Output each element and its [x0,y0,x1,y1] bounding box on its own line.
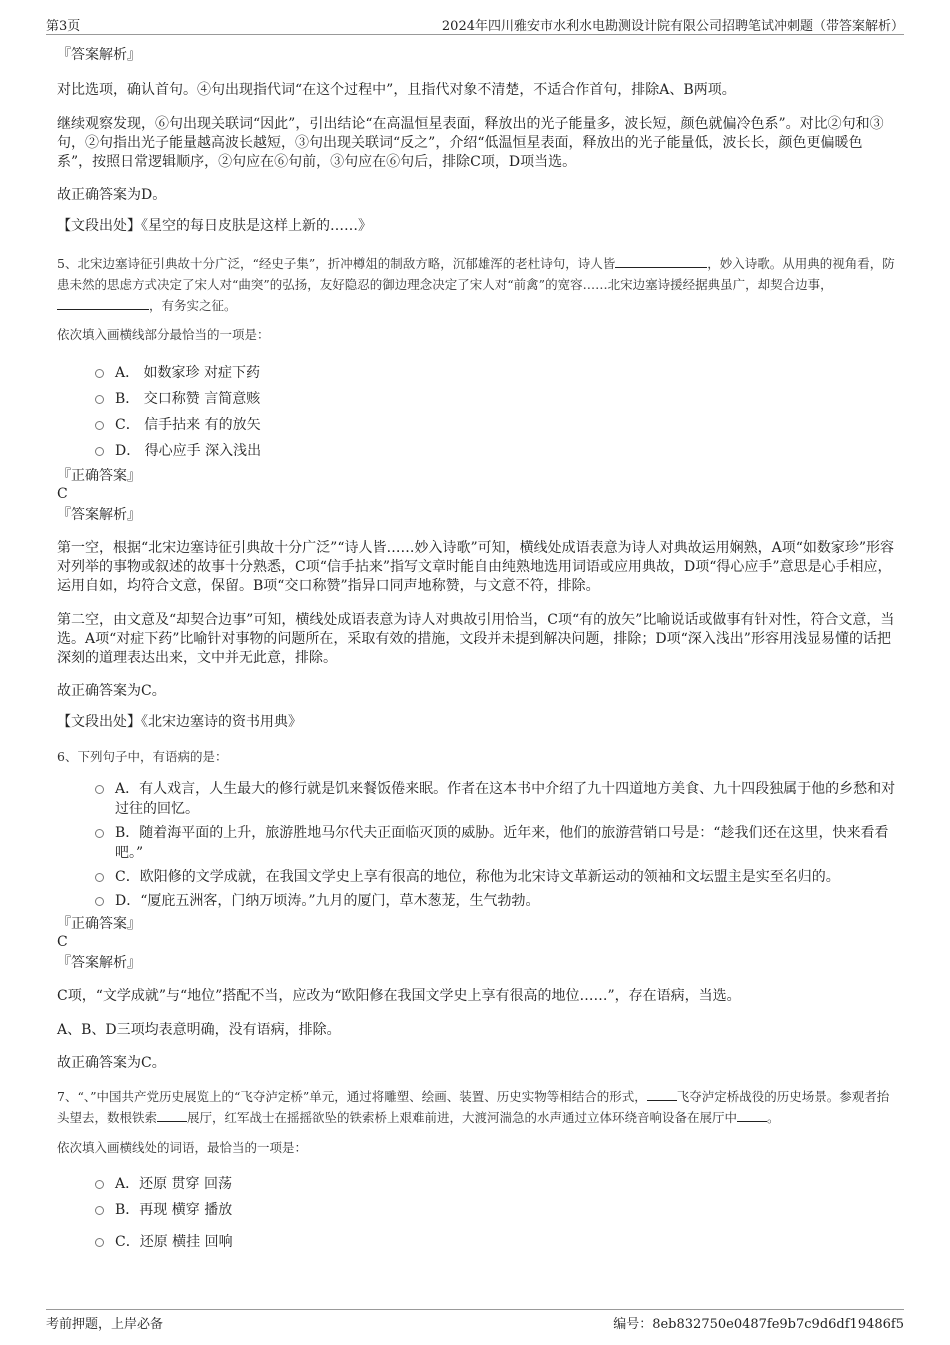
q5-option-b[interactable]: B． 交口称赞 言简意赅 [95,389,897,409]
q7-stem-c: 展厅，红军战士在摇摇欲坠的铁索桥上艰难前进，大渡河湍急的水声通过立体环绕音响设备在展厅中 [187,1110,738,1125]
radio-icon[interactable] [95,829,104,838]
q5-stem-b: ，妙入诗歌。从用典的视角看，防患未然的思虑方式决定了宋人对“曲突”的弘扬，友好隐忍的御边理念决定了宋人对“前禽”的宽容……北宋边塞诗援经据典虽广，却契合边事， [57,256,895,292]
radio-icon[interactable] [95,897,104,906]
radio-icon[interactable] [95,447,104,456]
radio-icon[interactable] [95,1238,104,1247]
q7-prompt: 依次填入画横线处的词语，最恰当的一项是： [57,1140,308,1155]
q5-option-c[interactable]: C． 信手拈来 有的放矢 [95,415,897,435]
footer-divider [46,1309,904,1310]
q5-stem-c: ，有务实之征。 [149,298,237,313]
footer-slogan: 考前押题，上岸必备 [46,1317,164,1332]
q7-option-c[interactable]: C．还原 横挂 回响 [95,1232,897,1252]
q6-option-c[interactable]: C．欧阳修的文学成就，在我国文学史上享有很高的地位，称他为北宋诗文革新运动的领袖和文坛盟主是实至名归的。 [95,867,897,887]
q5-blank-2 [57,297,149,310]
q6-analysis-label: 『答案解析』 [57,955,141,971]
q7-options [57,1174,897,1252]
document-title: 2024年四川雅安市水利水电勘测设计院有限公司招聘笔试冲刺题（带答案解析） [441,19,904,34]
radio-icon[interactable] [95,1206,104,1215]
q6-options [57,779,897,911]
q5-analysis-label: 『答案解析』 [57,507,141,523]
q7-option-a[interactable]: A．还原 贯穿 回荡 [95,1174,897,1194]
q4-analysis-p3: 故正确答案为D。 [57,187,167,203]
q7-blank-3 [737,1109,767,1122]
q6-stem: 6、下列句子中，有语病的是： [57,749,228,764]
q6-option-a[interactable]: A．有人戏言，人生最大的修行就是饥来餐饭倦来眠。作者在这本书中介绍了九十四道地方美食、九十四段独属于他的乡愁和对过往的回忆。 [95,779,897,819]
radio-icon[interactable] [95,421,104,430]
q5-source: 【文段出处】《北宋边塞诗的资书用典》 [57,714,302,730]
q6-analysis-p1: C项，“文学成就”与“地位”搭配不当，应改为“欧阳修在我国文学史上享有很高的地位……”，存在语病，当选。 [57,988,741,1004]
document-body [57,44,897,1252]
q5-stem [57,253,897,316]
radio-icon[interactable] [95,369,104,378]
q7-stem-b: 飞夺泸定桥战役的历史场景。参观者抬头望去，数根铁索 [57,1089,890,1125]
q7-stem [57,1086,897,1128]
document-id: 编号：8eb832750e0487fe9b7c9d6df19486f5 [613,1317,904,1332]
q5-option-a[interactable]: A． 如数家珍 对症下药 [95,363,897,383]
q5-options [57,363,897,461]
radio-icon[interactable] [95,1180,104,1189]
q5-stem-a: 5、北宋边塞诗征引典故十分广泛，“经史子集”，折冲樽俎的制敌方略，沉郁雄浑的老杜诗句，诗人皆 [57,256,616,271]
q5-prompt: 依次填入画横线部分最恰当的一项是： [57,327,270,342]
q6-correct-answer: C [57,934,68,950]
q7-blank-2 [157,1109,187,1122]
q6-option-d[interactable]: D．“厦庇五洲客，门纳万顷涛。”九月的厦门，草木葱茏，生气勃勃。 [95,891,897,911]
q4-analysis-label: 『答案解析』 [57,47,141,63]
q5-analysis-p3: 故正确答案为C。 [57,683,166,699]
q4-source: 【文段出处】《星空的每日皮肤是这样上新的……》 [57,218,372,234]
radio-icon[interactable] [95,395,104,404]
q5-option-d[interactable]: D． 得心应手 深入浅出 [95,441,897,461]
q5-correct-label: 『正确答案』 [57,468,141,484]
q7-option-b[interactable]: B．再现 横穿 播放 [95,1200,897,1220]
q4-analysis-p1: 对比选项，确认首句。④句出现指代词“在这个过程中”，且指代对象不清楚，不适合作首句，排除A、B两项。 [57,82,736,98]
page-number: 第3页 [46,19,81,34]
q5-analysis-p2: 第二空，由文意及“却契合边事”可知，横线处成语表意为诗人对典故引用恰当，C项“有的放矢”比喻说话或做事有针对性，符合文意，当选。A项“对症下药”比喻针对事物的问题所在，采取有效的措施，文段并未提到解决问题，排除；D项“深入浅出”形容用浅显易懂的话把深刻的道理表达出来，文中并无此意，排除。 [57,612,895,666]
q5-blank-1 [615,255,707,268]
radio-icon[interactable] [95,873,104,882]
q7-blank-1 [647,1088,677,1101]
q4-analysis-p2: 继续观察发现，⑥句出现关联词“因此”，引出结论“在高温恒星表面，释放出的光子能量多，波长短，颜色就偏冷色系”。对比②句和③句，②句指出光子能量越高波长越短，③句出现关联词“反之”，介绍“低温恒星表面，释放出的光子能量低，波长长，颜色更偏暖色系”，按照日常逻辑顺序，②句应在⑥句前，③句应在⑥句后，排除C项，D项当选。 [57,116,884,170]
q7-stem-d: 。 [767,1110,780,1125]
q6-option-b[interactable]: B．随着海平面的上升，旅游胜地马尔代夫正面临灭顶的威胁。近年来，他们的旅游营销口号是：“趁我们还在这里，快来看看吧。” [95,823,897,863]
q6-analysis-p2: A、B、D三项均表意明确，没有语病，排除。 [57,1022,341,1038]
radio-icon[interactable] [95,785,104,794]
q5-analysis-p1: 第一空，根据“北宋边塞诗征引典故十分广泛”“诗人皆……妙入诗歌”可知，横线处成语表意为诗人对典故运用娴熟，A项“如数家珍”形容对列举的事物或叙述的故事十分熟悉，C项“信手拈来”指写文章时能自由纯熟地选用词语或应用典故，D项“得心应手”意思是心手相应，运用自如，均符合文意，保留。B项“交口称赞”指异口同声地称赞，与文意不符，排除。 [57,540,895,594]
q7-stem-a: 7、“、”中国共产党历史展览上的“飞夺泸定桥”单元，通过将雕塑、绘画、装置、历史实物等相结合的形式， [57,1089,647,1104]
q6-analysis-p3: 故正确答案为C。 [57,1055,166,1071]
header-divider [46,34,904,35]
q6-correct-label: 『正确答案』 [57,916,141,932]
q5-correct-answer: C [57,486,68,502]
